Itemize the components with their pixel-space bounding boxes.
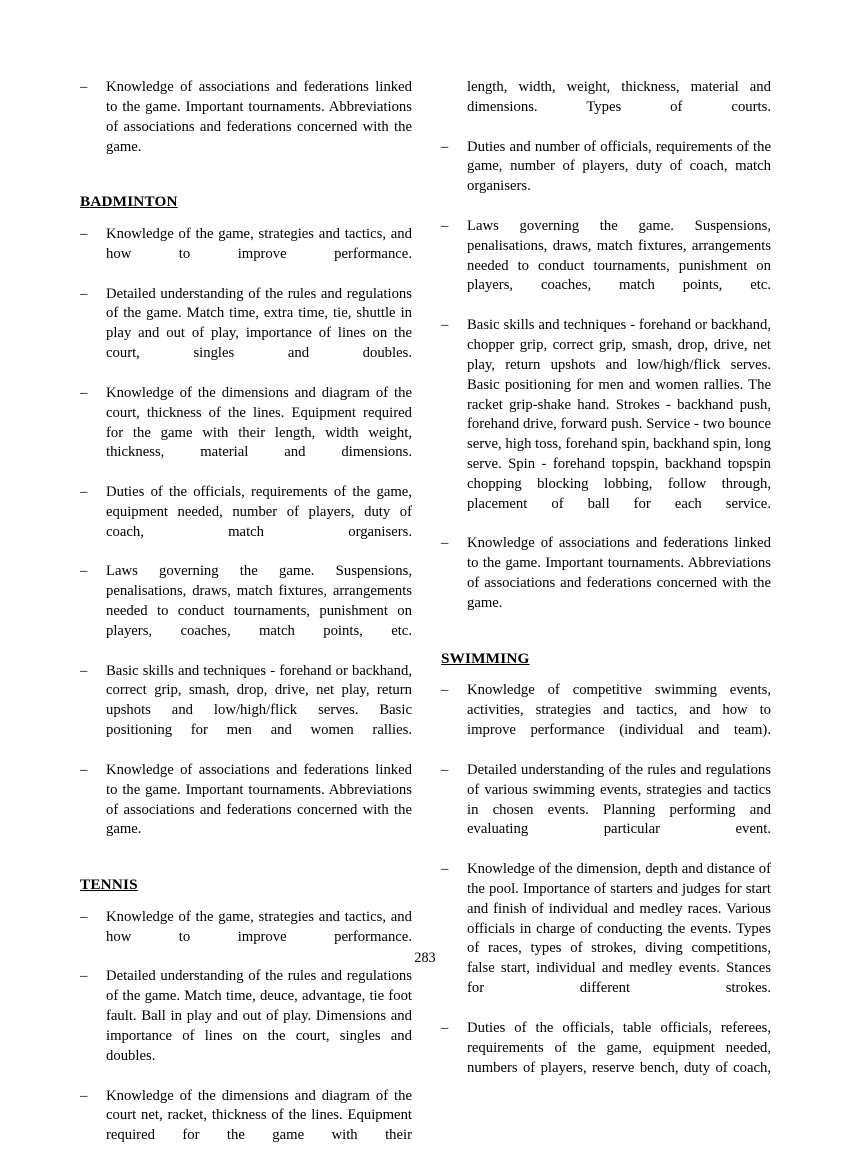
bullet-dash-icon: – xyxy=(441,217,449,234)
right-column xyxy=(441,78,771,1098)
heading-spacer xyxy=(80,860,412,875)
bullet-dash-icon: – xyxy=(80,484,88,501)
bullet-dash-icon: – xyxy=(80,226,88,243)
section-heading: TENNIS xyxy=(80,876,138,894)
bullet-dash-icon: – xyxy=(80,285,88,302)
list-item xyxy=(80,662,412,761)
bullet-dash-icon: – xyxy=(441,682,449,699)
list-item xyxy=(441,1019,771,1098)
bullet-dash-icon: – xyxy=(80,908,88,925)
list-item xyxy=(80,761,412,860)
bullet-dash-icon: – xyxy=(80,1087,88,1104)
bullet-dash-icon: – xyxy=(441,1019,449,1036)
list-item xyxy=(441,860,771,1019)
heading-spacer xyxy=(80,212,412,225)
list-item-text: Knowledge of associations and federations linked to the game. Important tournaments. Abbreviations of associations and federations concerned with the game. xyxy=(106,761,412,838)
list-item xyxy=(441,534,771,633)
bullet-dash-icon: – xyxy=(441,138,449,155)
list-item-text: Basic skills and techniques - forehand or backhand, chopper grip, correct grip, smash, drop, drive, net play, return upshots and low/high/flick serves. Basic positioning for men and women rallies. The racket grip-shake hand. Strokes - backhand push, forehand drive, forward push. Service - two bounce serve, high toss, forehand spin, backhand spin, long serve. Spin - forehand topspin, backhand topspin chopping blocking lobbing, follow through, placement of ball for each service. xyxy=(467,317,771,512)
heading-spacer xyxy=(80,895,412,908)
list-item xyxy=(80,225,412,285)
heading-spacer xyxy=(80,177,412,192)
paragraph-continuation xyxy=(441,78,771,138)
list-item xyxy=(441,761,771,860)
list-item xyxy=(80,562,412,661)
section-heading: BADMINTON xyxy=(80,193,178,211)
list-item xyxy=(441,316,771,534)
list-item-text: Knowledge of the dimension, depth and distance of the pool. Importance of starters and judges for start and finish of individual and medley races. Various officials in charge of conducting the events. Types of races, types of strokes, diving competitions, false start, individual and medley events. Stances for different strokes. xyxy=(467,861,771,997)
list-item-text: Knowledge of associations and federations linked to the game. Important tournaments. Abbreviations of associations and federations concerned with the game. xyxy=(467,535,771,611)
bullet-dash-icon: – xyxy=(80,968,88,985)
list-item xyxy=(441,217,771,316)
list-item-text: Knowledge of the game, strategies and tactics, and how to improve performance. xyxy=(106,908,412,945)
list-item xyxy=(80,483,412,562)
list-item-text: Detailed understanding of the rules and regulations of various swimming events, strategies and tactics in chosen events. Planning performing and evaluating particular event. xyxy=(467,761,771,838)
list-item xyxy=(80,285,412,384)
list-item xyxy=(80,384,412,483)
page-number: 283 xyxy=(414,950,436,966)
bullet-dash-icon: – xyxy=(80,563,88,580)
heading-spacer xyxy=(441,634,771,649)
left-column xyxy=(80,78,412,1166)
list-item-text: Basic skills and techniques - forehand or backhand, correct grip, smash, drop, drive, net play, return upshots and low/high/flick serves. Basic positioning for men and women rallies. xyxy=(106,662,412,739)
list-item xyxy=(80,78,412,177)
list-item-text: Detailed understanding of the rules and regulations of the game. Match time, extra time, tie, shuttle in play and out of play, importance of lines on the court, singles and doubles. xyxy=(106,285,412,362)
list-item-text: Duties of the officials, requirements of the game, equipment needed, number of players, duty of coach, match organisers. xyxy=(106,484,412,540)
list-item-text: Laws governing the game. Suspensions, penalisations, draws, match fixtures, arrangements needed to conduct tournaments, punishment on players, coaches, match points, etc. xyxy=(467,217,771,294)
list-item xyxy=(441,681,771,760)
bullet-dash-icon: – xyxy=(80,761,88,778)
list-item-text: Knowledge of competitive swimming events, activities, strategies and tactics, and how to improve performance (individual and team). xyxy=(467,682,771,739)
list-item-text: Laws governing the game. Suspensions, penalisations, draws, match fixtures, arrangements needed to conduct tournaments, punishment on players, coaches, match points, etc. xyxy=(106,563,412,639)
bullet-dash-icon: – xyxy=(441,761,449,778)
list-item-text: Duties and number of officials, requirements of the game, number of players, duty of coach, match organisers. xyxy=(467,138,771,195)
list-item-text: Knowledge of the game, strategies and tactics, and how to improve performance. xyxy=(106,226,412,262)
list-item xyxy=(441,138,771,217)
bullet-dash-icon: – xyxy=(80,662,88,679)
list-item-text: Knowledge of associations and federations linked to the game. Important tournaments. Abbreviations of associations and federations concerned with the game. xyxy=(106,79,412,155)
list-item-text: Knowledge of the dimensions and diagram of the court, thickness of the lines. Equipment required for the game with their length, width weight, thickness, material and dimensions. xyxy=(106,384,412,461)
list-item-text: Duties of the officials, table officials, referees, requirements of the game, equipment needed, numbers of players, reserve bench, duty of coach, xyxy=(467,1019,771,1076)
list-item xyxy=(80,967,412,1086)
heading-spacer xyxy=(441,668,771,681)
section-heading: SWIMMING xyxy=(441,649,530,667)
bullet-dash-icon: – xyxy=(441,535,449,552)
paragraph-text: length, width, weight, thickness, material and dimensions. Types of courts. xyxy=(467,79,771,115)
list-item xyxy=(80,1087,412,1166)
list-item-text: Knowledge of the dimensions and diagram of the court net, racket, thickness of the lines. Equipment required for the game with their xyxy=(106,1087,412,1144)
list-item-text: Detailed understanding of the rules and regulations of the game. Match time, deuce, advantage, tie foot fault. Ball in play and out of play. Dimensions and importance of lines on the court, singles and doubles. xyxy=(106,968,412,1064)
bullet-dash-icon: – xyxy=(441,861,449,878)
bullet-dash-icon: – xyxy=(80,384,88,401)
bullet-dash-icon: – xyxy=(441,317,449,334)
bullet-dash-icon: – xyxy=(80,79,88,95)
